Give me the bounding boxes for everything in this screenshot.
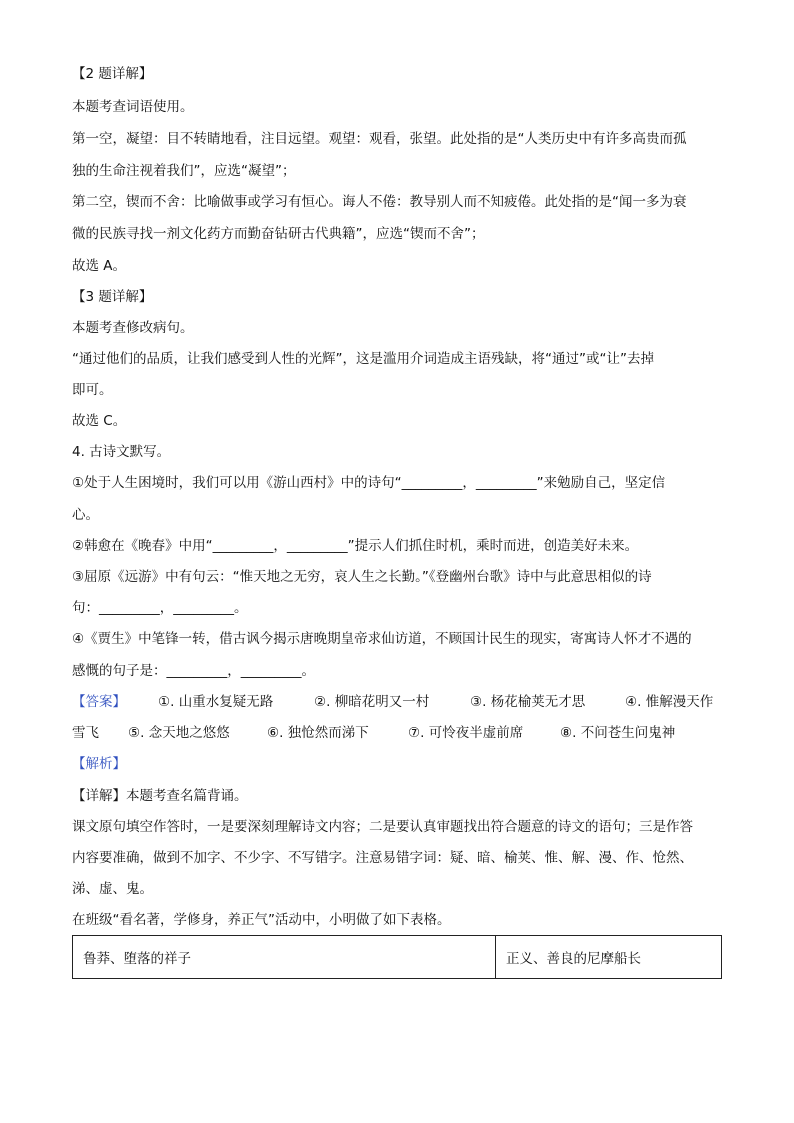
q2-choice: 故选 A。 [72, 258, 127, 274]
note-line1: 课文原句填空作答时，一是要深刻理解诗文内容；二是要认真审题找出符合题意的诗文的语句；三是作答 [72, 819, 693, 835]
q4-sentence1-line2: 心。 [72, 507, 99, 523]
table-cell-right: 正义、善良的尼摩船长 [496, 936, 722, 979]
q2-heading: 【2 题详解】 [72, 66, 153, 82]
q2-intro: 本题考查词语使用。 [72, 99, 194, 115]
answer-item [408, 723, 523, 743]
q2-para1-line2: 独的生命注视着我们”，应选“凝望”； [72, 163, 296, 179]
answer-item [470, 692, 585, 712]
q4-sentence2: ②韩愈在《晚春》中用“_________，_________”提示人们抓住时机，乘时而进，创造美好未来。 [72, 538, 639, 554]
answer-continuation: 雪飞 [72, 725, 99, 741]
answer-item [128, 723, 230, 743]
note-line2: 内容要准确，做到不加字、不少字、不写错字。注意易错字词：疑、暗、榆荚、惟、解、漫、作、怆然、 [72, 850, 693, 866]
answer-number: ①. [158, 694, 175, 710]
answer-text: 惟解漫天作 [645, 694, 714, 710]
q3-para1-line2: 即可。 [72, 382, 113, 398]
q2-para2-line1: 第二空，锲而不舍：比喻做事或学习有恒心。诲人不倦：教导别人而不知疲倦。此处指的是“闻一多为衰 [72, 194, 687, 210]
q4-sentence4-line2: 感慨的句子是：_________，_________。 [72, 663, 315, 679]
answer-text: 可怜夜半虚前席 [428, 725, 524, 741]
character-table [72, 935, 722, 979]
answer-item [158, 692, 273, 712]
q4-sentence3-line1: ③屈原《远游》中有句云：“惟天地之无穷，哀人生之长勤。”《登幽州台歌》诗中与此意思相似的诗 [72, 569, 652, 585]
answer-item [314, 692, 429, 712]
detail-label: 【详解】 [72, 788, 126, 804]
q4-title: 4. 古诗文默写。 [72, 444, 171, 460]
answer-text: 独怆然而涕下 [287, 725, 369, 741]
q2-para2-line2: 微的民族寻找一剂文化药方而勤奋钻研古代典籍”，应选“锲而不舍”； [72, 226, 485, 242]
table-row [73, 936, 722, 979]
q4-sentence4-line1: ④《贾生》中笔锋一转，借古讽今揭示唐晚期皇帝求仙访道，不顾国计民生的现实，寄寓诗人怀才不遇的 [72, 631, 692, 647]
answer-number: ⑥. [267, 725, 284, 741]
answer-number: ②. [314, 694, 331, 710]
answer-label: 【答案】 [72, 694, 126, 710]
answer-text: 山重水复疑无路 [178, 694, 274, 710]
q3-para1-line1: “通过他们的品质，让我们感受到人性的光辉”，这是滥用介词造成主语残缺，将“通过”或“让”去掉 [72, 351, 654, 367]
q3-intro: 本题考查修改病句。 [72, 320, 194, 336]
analysis-label: 【解析】 [72, 756, 126, 772]
answer-text: 杨花榆荚无才思 [490, 694, 586, 710]
answer-item [267, 723, 369, 743]
answer-number: ④. [625, 694, 642, 710]
q3-choice: 故选 C。 [72, 413, 127, 429]
answer-text: 柳暗花明又一村 [334, 694, 430, 710]
q3-heading: 【3 题详解】 [72, 289, 153, 305]
answer-number: ⑧. [560, 725, 577, 741]
answer-item [560, 723, 675, 743]
q4-sentence3-line2: 句：_________，_________。 [72, 600, 248, 616]
note-line3: 涕、虚、鬼。 [72, 881, 153, 897]
q4-sentence1-line1: ①处于人生困境时，我们可以用《游山西村》中的诗句“_________，_________”来勉励自己，坚定信 [72, 475, 666, 491]
answer-number: ⑤. [128, 725, 145, 741]
answer-number: ⑦. [408, 725, 425, 741]
answer-text: 念天地之悠悠 [148, 725, 230, 741]
answer-number: ③. [470, 694, 487, 710]
q5-intro: 在班级“看名著，学修身，养正气”活动中，小明做了如下表格。 [72, 912, 451, 928]
answer-item [625, 692, 713, 712]
q2-para1-line1: 第一空，凝望：目不转睛地看，注目远望。观望：观看，张望。此处指的是“人类历史中有许多高贵而孤 [72, 131, 687, 147]
answer-text: 不问苍生问鬼神 [580, 725, 676, 741]
table-cell-left: 鲁莽、堕落的祥子 [73, 936, 496, 979]
detail-line [72, 786, 248, 806]
detail-text: 本题考查名篇背诵。 [126, 788, 248, 804]
